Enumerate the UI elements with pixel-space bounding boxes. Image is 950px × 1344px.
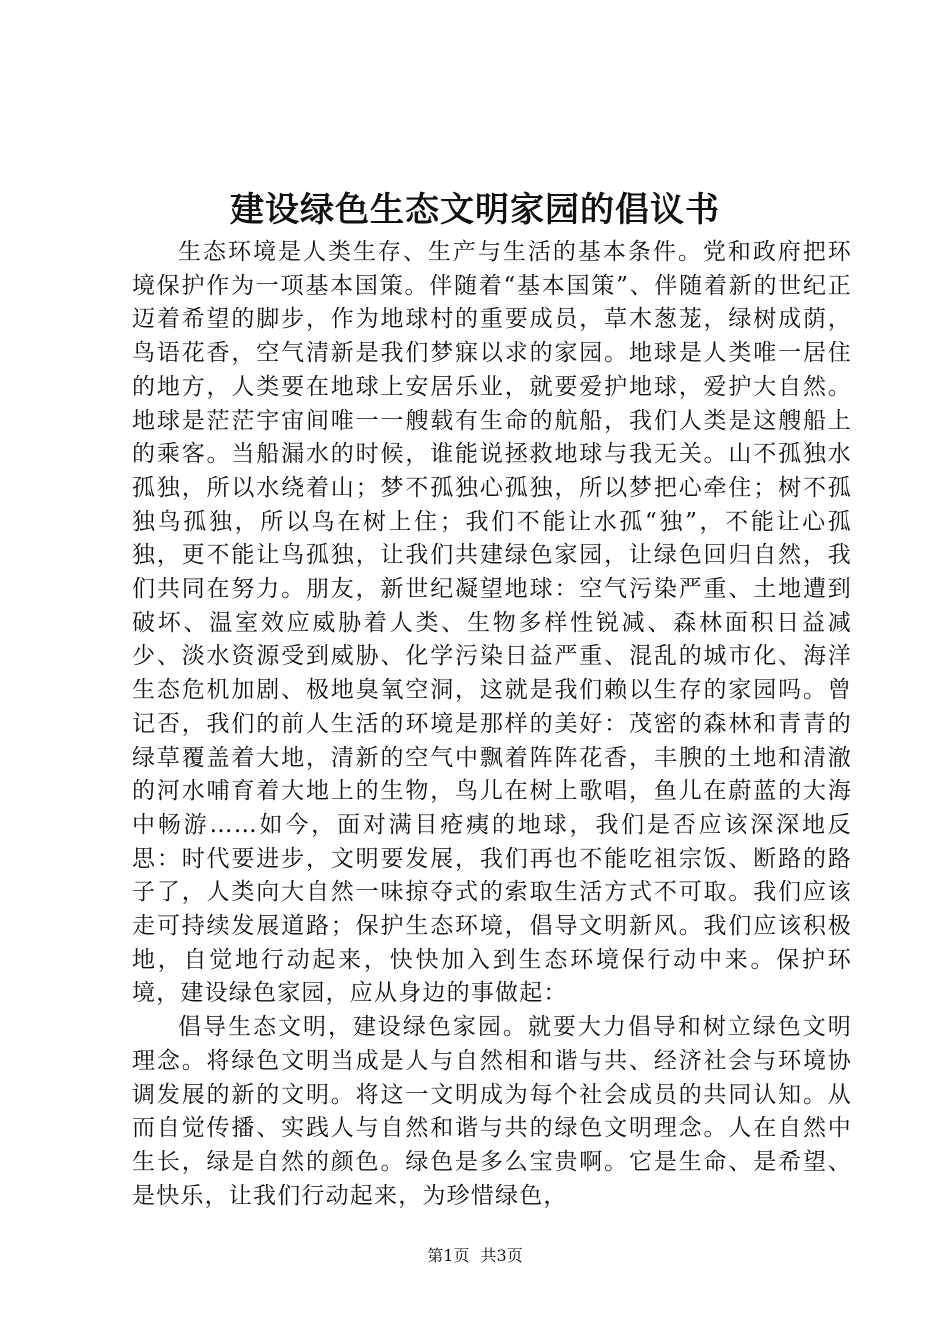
document-body [132,236,852,1213]
page-total: 共3页 [480,1246,523,1265]
document-title: 建设绿色生态文明家园的倡议书 [230,190,720,230]
page-footer [0,1246,950,1266]
body-paragraph-1: 生态环境是人类生存、生产与生活的基本条件。党和政府把环境保护作为一项基本国策。伴随着“基本国策”、伴随着新的世纪正迈着希望的脚步，作为地球村的重要成员，草木葱茏，绿树成荫，鸟语花香，空气清新是我们梦寐以求的家园。地球是人类唯一居住的地方，人类要在地球上安居乐业，就要爱护地球，爱护大自然。地球是茫茫宇宙间唯一一艘载有生命的航船，我们人类是这艘船上的乘客。当船漏水的时候，谁能说拯救地球与我无关。山不孤独水孤独，所以水绕着山；梦不孤独心孤独，所以梦把心牵住；树不孤独鸟孤独，所以鸟在树上住；我们不能让水孤“独”，不能让心孤独，更不能让鸟孤独，让我们共建绿色家园，让绿色回归自然，我们共同在努力。朋友，新世纪凝望地球：空气污染严重、土地遭到破坏、温室效应威胁着人类、生物多样性锐减、森林面积日益减少、淡水资源受到威胁、化学污染日益严重、混乱的城市化、海洋生态危机加剧、极地臭氧空洞，这就是我们赖以生存的家园吗。曾记否，我们的前人生活的环境是那样的美好：茂密的森林和青青的绿草覆盖着大地，清新的空气中飘着阵阵花香，丰腴的土地和清澈的河水哺育着大地上的生物，鸟儿在树上歌唱，鱼儿在蔚蓝的大海中畅游……如今，面对满目疮痍的地球，我们是否应该深深地反思：时代要进步，文明要发展，我们再也不能吃祖宗饭、断路的路子了，人类向大自然一味掠夺式的索取生活方式不可取。我们应该走可持续发展道路；保护生态环境，倡导文明新风。我们应该积极地，自觉地行动起来，快快加入到生态环境保行动中来。保护环境，建设绿色家园，应从身边的事做起： [132,239,852,1007]
page-number: 第1页 [427,1246,470,1265]
body-paragraph-2: 倡导生态文明，建设绿色家园。就要大力倡导和树立绿色文明理念。将绿色文明当成是人与自然相和谐与共、经济社会与环境协调发展的新的文明。将这一文明成为每个社会成员的共同认知。从而自觉传播、实践人与自然和谐与共的绿色文明理念。人在自然中生长，绿是自然的颜色。绿色是多么宝贵啊。它是生命、是希望、是快乐，让我们行动起来，为珍惜绿色， [132,1014,852,1209]
